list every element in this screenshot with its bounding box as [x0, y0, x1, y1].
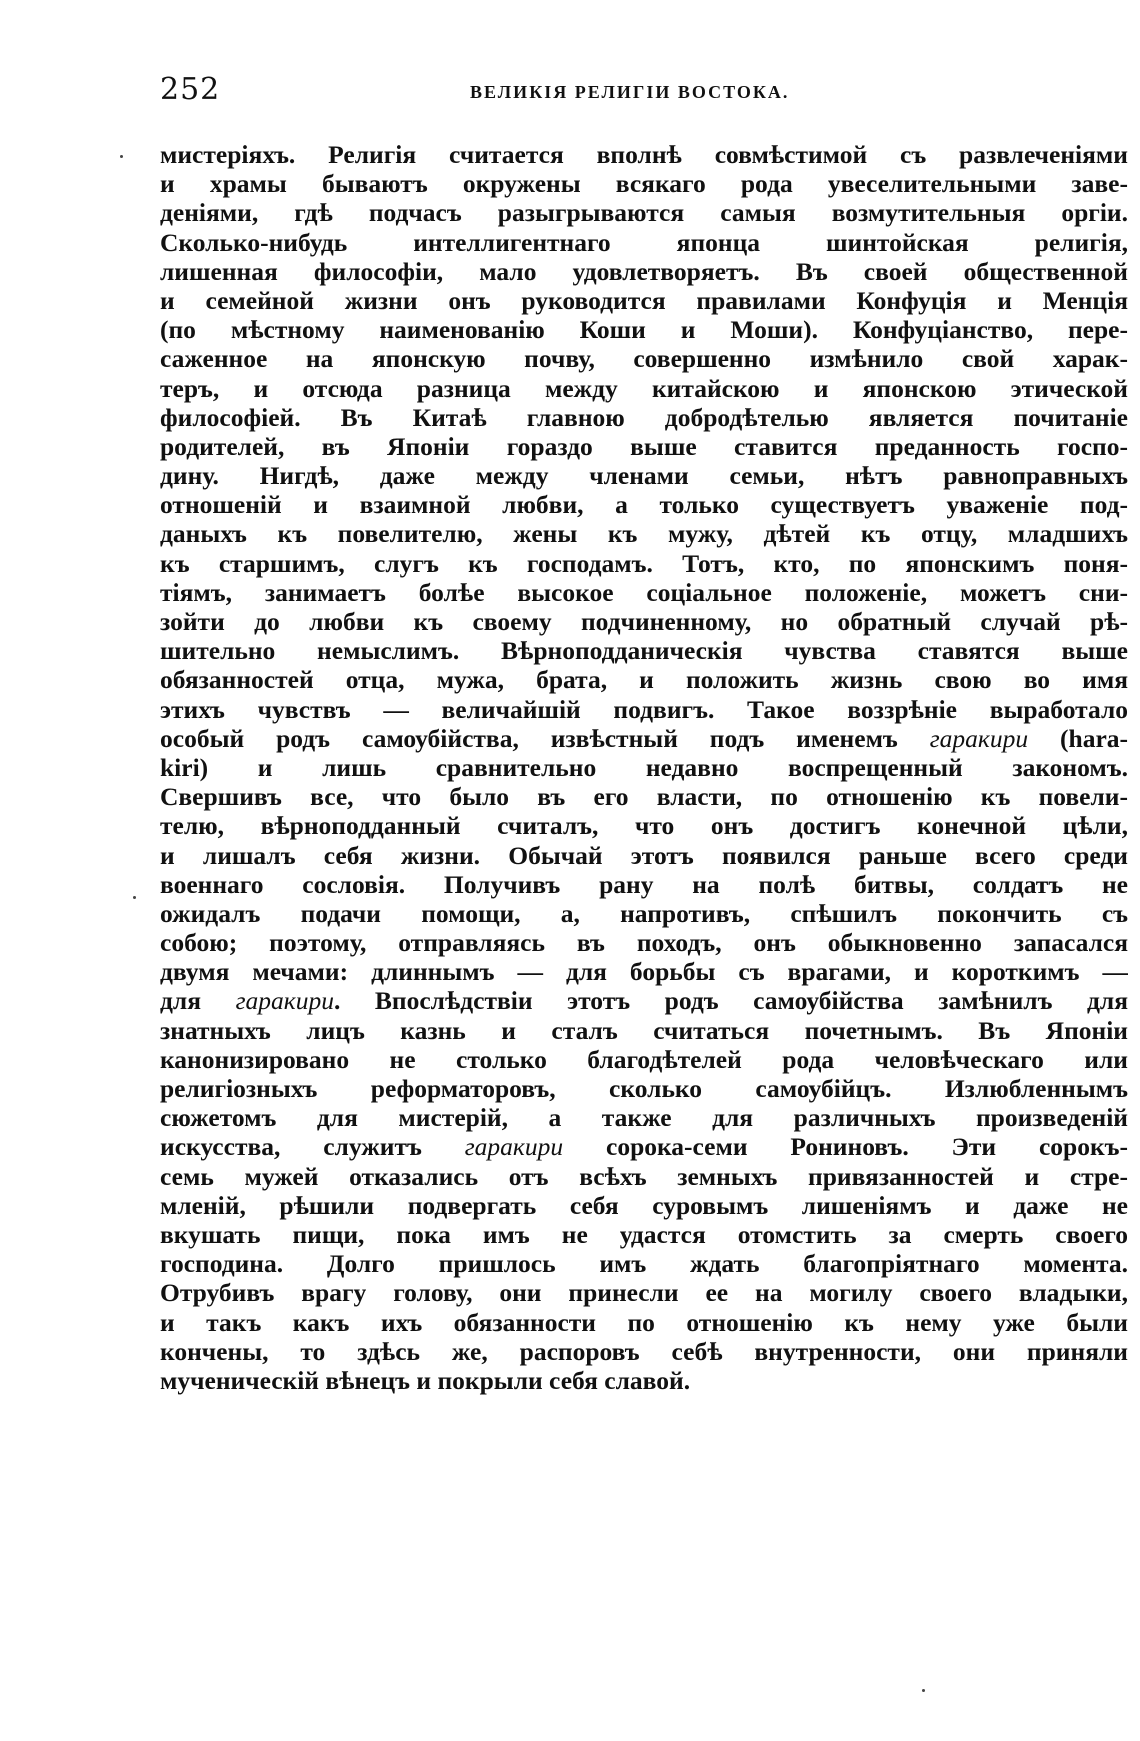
text-segment: сорока-семи Рониновъ. Эти сорокъ-: [563, 1132, 1128, 1162]
text-segment: особый родъ самоубійства, извѣстный подъ именемъ: [160, 723, 930, 753]
text-line: телю, вѣрноподданный считалъ, что онъ достигъ конечной цѣли,: [160, 811, 1128, 841]
italic-term: гаракири: [929, 723, 1029, 753]
text-line: родителей, въ Японіи гораздо выше ставится преданность госпо-: [160, 431, 1128, 461]
text-line: собою; поэтому, отправляясь въ походъ, онъ обыкновенно запасался: [160, 928, 1128, 958]
text-line: и храмы бываютъ окружены всякаго рода увеселительными заве-: [160, 169, 1128, 199]
text-line: мистеріяхъ. Религія считается вполнѣ совмѣстимой съ развлеченіями: [160, 140, 1128, 169]
text-line: отношеній и взаимной любви, а только существуетъ уваженіе под-: [160, 490, 1128, 520]
text-line: двумя мечами: длиннымъ — для борьбы съ врагами, и короткимъ —: [160, 957, 1128, 987]
text-line: ожидалъ подачи помощи, а, напротивъ, спѣшилъ покончить съ: [160, 898, 1128, 928]
text-line: этихъ чувствъ — величайшій подвигъ. Такое воззрѣніе выработало: [160, 694, 1128, 724]
text-line: обязанностей отца, мужа, брата, и положить жизнь свою во имя: [160, 665, 1128, 695]
text-line: Свершивъ все, что было въ его власти, по отношенію къ повели-: [160, 782, 1128, 812]
print-speck: [133, 896, 136, 899]
text-line: тіямъ, занимаетъ болѣе высокое соціальное положеніе, можетъ сни-: [160, 577, 1128, 607]
text-line: саженное на японскую почву, совершенно измѣнило свой харак-: [160, 344, 1128, 374]
text-line: дину. Нигдѣ, даже между членами семьи, нѣтъ равноправныхъ: [160, 461, 1128, 491]
text-line: кончены, то здѣсь же, распоровъ себѣ внутренности, они приняли: [160, 1336, 1128, 1366]
text-line: мленій, рѣшили подвергать себя суровымъ лишеніямъ и даже не: [160, 1190, 1128, 1220]
text-line: господина. Долго пришлось имъ ждать благопріятнаго момента.: [160, 1249, 1128, 1279]
text-line: семь мужей отказались отъ всѣхъ земныхъ привязанностей и стре-: [160, 1161, 1128, 1191]
text-line: религіозныхъ реформаторовъ, сколько самоубійцъ. Излюбленнымъ: [160, 1074, 1128, 1103]
text-line: и лишалъ себя жизни. Обычай этотъ появился раньше всего среди: [160, 840, 1128, 870]
text-line: къ старшимъ, слугъ къ господамъ. Тотъ, кто, по японскимъ поня-: [160, 548, 1128, 578]
text-line: даныхъ къ повелителю, жены къ мужу, дѣтей къ отцу, младшихъ: [160, 519, 1128, 549]
text-line: мученическій вѣнецъ и покрыли себя славой.: [160, 1365, 691, 1395]
italic-term: гаракири: [464, 1132, 564, 1162]
text-line: канонизировано не столько благодѣтелей рода человѣческаго или: [160, 1044, 1128, 1074]
text-line: сюжетомъ для мистерій, а также для различныхъ произведеній: [160, 1103, 1128, 1133]
text-line: kiri) и лишь сравнительно недавно воспрещенный закономъ.: [160, 752, 1128, 782]
text-segment: . Впослѣдствіи этотъ родъ самоубійства замѣнилъ для: [333, 986, 1128, 1016]
text-line: философіей. Въ Китаѣ главною добродѣтелью является почитаніе: [160, 402, 1128, 432]
print-speck: [922, 1689, 925, 1692]
text-line: (по мѣстному наименованію Коши и Моши). Конфуціанство, пере-: [160, 315, 1128, 345]
body-text: [160, 140, 1128, 1395]
text-line: Отрубивъ врагу голову, они принесли ее на могилу своего владыки,: [160, 1278, 1128, 1308]
running-head: ВЕЛИКІЯ РЕЛИГІИ ВОСТОКА.: [470, 82, 790, 102]
text-segment: (hara-: [1028, 723, 1128, 753]
italic-term: гаракири: [235, 986, 334, 1016]
text-line: и семейной жизни онъ руководится правилами Конфуція и Менція: [160, 285, 1128, 315]
text-line: [160, 986, 1128, 1015]
text-line: зойти до любви къ своему подчиненному, но обратный случай рѣ-: [160, 607, 1128, 636]
text-line: Сколько-нибудь интеллигентнаго японца шинтойская религія,: [160, 227, 1128, 257]
text-line: теръ, и отсюда разница между китайскою и японскою этической: [160, 373, 1128, 403]
text-line: лишенная философіи, мало удовлетворяетъ. Въ своей общественной: [160, 256, 1128, 286]
text-segment: искусства, служитъ: [160, 1132, 465, 1162]
print-speck: [120, 155, 123, 158]
text-line: деніями, гдѣ подчасъ разыгрываются самыя возмутительныя оргіи.: [160, 198, 1128, 228]
text-line: вкушать пищи, пока имъ не удастся отомстить за смерть своего: [160, 1219, 1128, 1249]
text-line: знатныхъ лицъ казнь и сталъ считаться почетнымъ. Въ Японіи: [160, 1015, 1128, 1045]
text-line: и такъ какъ ихъ обязанности по отношенію къ нему уже были: [160, 1307, 1128, 1337]
text-line: [160, 1132, 1128, 1161]
text-line: [160, 724, 1128, 753]
text-line: военнаго сословія. Получивъ рану на полѣ битвы, солдатъ не: [160, 869, 1128, 899]
text-line: шительно немыслимъ. Вѣрноподданическія чувства ставятся выше: [160, 636, 1128, 666]
text-segment: для: [160, 986, 236, 1016]
page-number: 252: [160, 72, 221, 107]
